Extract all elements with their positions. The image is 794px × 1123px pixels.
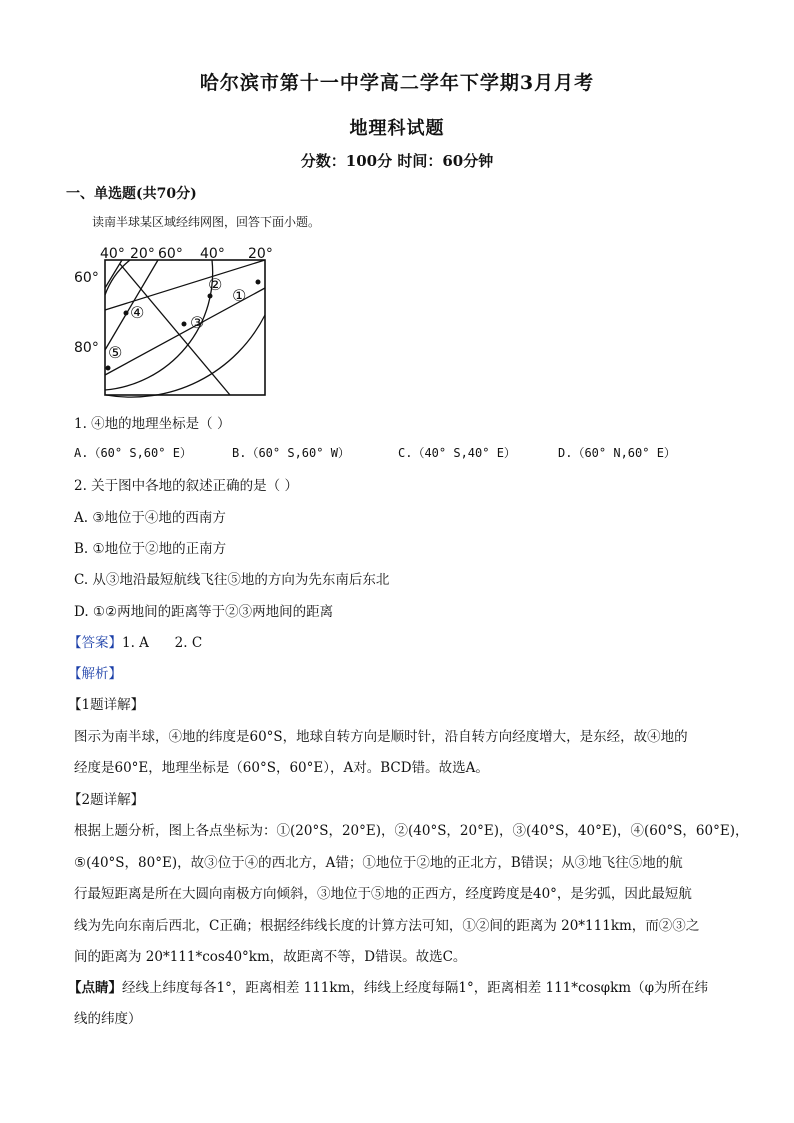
point-dot-3 — [182, 322, 187, 327]
point-dot-1 — [256, 280, 261, 285]
point-label-2: ② — [208, 275, 223, 294]
map-frame — [105, 260, 265, 395]
page-subtitle: 地理科试题 — [349, 118, 445, 139]
detail2-line: 行最短距离是所在大圆向南极方向倾斜，③地位于⑤地的正西方，经度跨度是40°，是劣弧，因此最短航 — [74, 886, 692, 902]
score-time: 分数：100分 时间：60分钟 — [300, 152, 494, 170]
left-label-80: 80° — [74, 340, 99, 356]
detail2-line: 间的距离为 20*111*cos40°km，故距离不等，D错误。故选C。 — [74, 949, 467, 965]
latitude-line — [105, 260, 130, 295]
page-title: 哈尔滨市第十一中学高二学年下学期3月月考 — [199, 72, 595, 94]
point-label-1: ① — [232, 286, 247, 305]
point-label-3: ③ — [190, 313, 205, 332]
graticule-figure — [70, 240, 290, 400]
tip-block — [68, 976, 708, 996]
detail2-line: ⑤(40°S，80°E)，故③位于④的西北方，A错；①地位于②地的正北方，B错误；从③地飞往⑤地的航 — [74, 855, 683, 871]
detail2-line: 根据上题分析，图上各点坐标为：①(20°S，20°E)，②(40°S，20°E)，③(40°S，40°E)，④(60°S，60°E)， — [74, 823, 749, 839]
point-dot-4 — [124, 311, 129, 316]
detail1-line: 图示为南半球，④地的纬度是60°S，地球自转方向是顺时针，沿自转方向经度增大，是东经，故④地的 — [74, 729, 688, 745]
left-label-60: 60° — [74, 270, 99, 286]
top-label-3: 60° — [158, 246, 183, 262]
answer-tag: 【答案】 — [68, 635, 122, 651]
q2-option-b: B. ①地位于②地的正南方 — [74, 541, 227, 557]
point-label-4: ④ — [130, 303, 145, 322]
answer-block — [68, 631, 202, 651]
tip-line: 经线上纬度每各1°，距离相差 111km，纬线上经度每隔1°，距离相差 111*cosφkm（φ为所在纬 — [122, 980, 709, 996]
detail2-tag: 【2题详解】 — [68, 792, 145, 808]
top-label-1: 40° — [100, 246, 125, 262]
q1-option-a: A.（60° S,60° E） — [74, 446, 192, 460]
q2-stem: 2. 关于图中各地的叙述正确的是（ ） — [74, 478, 298, 494]
q1-option-c: C.（40° S,40° E） — [398, 446, 516, 460]
top-label-4: 40° — [200, 246, 225, 262]
top-label-2: 20° — [130, 246, 155, 262]
point-dot-2 — [208, 294, 213, 299]
meridian-line — [105, 260, 122, 288]
answer-text: 1. A 2. C — [122, 635, 203, 651]
q1-option-d: D.（60° N,60° E） — [558, 446, 676, 460]
q2-option-d: D. ①②两地间的距离等于②③两地间的距离 — [74, 604, 334, 620]
detail1-tag: 【1题详解】 — [68, 697, 145, 713]
analysis-tag: 【解析】 — [68, 666, 122, 682]
q1-option-b: B.（60° S,60° W） — [232, 446, 350, 460]
section-intro: 读南半球某区域经纬网图，回答下面小题。 — [92, 215, 321, 229]
detail2-line: 线为先向东南后西北，C正确；根据经纬线长度的计算方法可知，①②间的距离为 20*111km，而②③之 — [74, 918, 700, 934]
tip-line: 线的纬度） — [74, 1011, 142, 1027]
point-label-5: ⑤ — [108, 343, 123, 362]
q2-option-a: A. ③地位于④地的西南方 — [74, 510, 226, 526]
tip-tag: 【点睛】 — [68, 980, 122, 996]
point-dot-5 — [106, 366, 111, 371]
q2-option-c: C. 从③地沿最短航线飞往⑤地的方向为先东南后东北 — [74, 572, 390, 588]
section-heading: 一、单选题(共70分) — [66, 186, 197, 202]
top-label-5: 20° — [248, 246, 273, 262]
detail1-line: 经度是60°E，地理坐标是（60°S，60°E），A对。BCD错。故选A。 — [74, 760, 489, 776]
q1-stem: 1. ④地的地理坐标是（ ） — [74, 416, 231, 432]
